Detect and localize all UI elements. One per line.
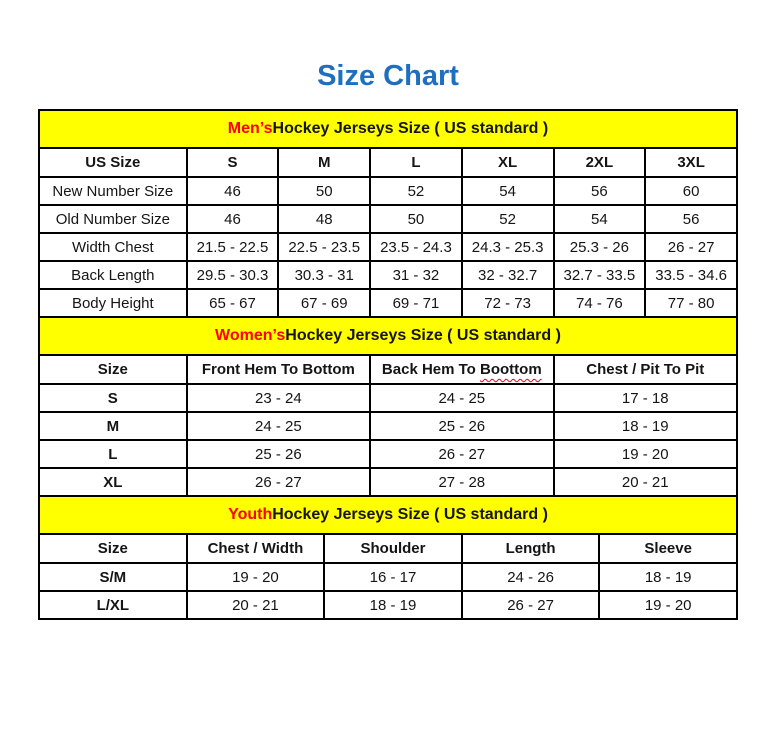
column-header: Size xyxy=(39,355,187,384)
column-header: XL xyxy=(462,148,554,177)
row-label: Body Height xyxy=(39,289,187,317)
womens-table-band xyxy=(38,316,738,356)
size-value-cell: 50 xyxy=(370,205,462,233)
column-header: 2XL xyxy=(554,148,646,177)
size-value-cell: 16 - 17 xyxy=(324,563,462,591)
column-header: Chest / Width xyxy=(187,534,325,563)
size-value-cell: 65 - 67 xyxy=(187,289,279,317)
size-value-cell: 26 - 27 xyxy=(645,233,737,261)
table-row xyxy=(39,563,737,591)
mens-size-table xyxy=(38,147,738,318)
size-value-cell: 24 - 26 xyxy=(462,563,600,591)
size-value-cell: 56 xyxy=(554,177,646,205)
size-value-cell: 27 - 28 xyxy=(370,468,553,496)
mens-band-text: Hockey Jerseys Size ( US standard ) xyxy=(272,120,549,137)
womens-band-text: Hockey Jerseys Size ( US standard ) xyxy=(285,327,561,344)
misspelled-word: Boottom xyxy=(480,361,542,378)
size-value-cell: 50 xyxy=(278,177,370,205)
column-header: Length xyxy=(462,534,600,563)
size-value-cell: 74 - 76 xyxy=(554,289,646,317)
row-label: L/XL xyxy=(39,591,187,619)
size-value-cell: 54 xyxy=(554,205,646,233)
table-row xyxy=(39,440,737,468)
table-row xyxy=(39,261,737,289)
size-value-cell: 25.3 - 26 xyxy=(554,233,646,261)
table-row xyxy=(39,289,737,317)
size-value-cell: 23.5 - 24.3 xyxy=(370,233,462,261)
size-value-cell: 69 - 71 xyxy=(370,289,462,317)
column-header: US Size xyxy=(39,148,187,177)
size-value-cell: 24 - 25 xyxy=(370,384,553,412)
size-value-cell: 18 - 19 xyxy=(324,591,462,619)
size-value-cell: 32 - 32.7 xyxy=(462,261,554,289)
size-value-cell: 19 - 20 xyxy=(187,563,325,591)
table-row xyxy=(39,412,737,440)
row-label: Old Number Size xyxy=(39,205,187,233)
column-header: Size xyxy=(39,534,187,563)
size-value-cell: 23 - 24 xyxy=(187,384,370,412)
size-value-cell: 52 xyxy=(370,177,462,205)
header-row xyxy=(39,148,737,177)
table-row xyxy=(39,233,737,261)
column-header: L xyxy=(370,148,462,177)
header-row xyxy=(39,355,737,384)
size-value-cell: 46 xyxy=(187,205,279,233)
row-label: S xyxy=(39,384,187,412)
size-value-cell: 77 - 80 xyxy=(645,289,737,317)
size-value-cell: 56 xyxy=(645,205,737,233)
youth-band-accent: Youth xyxy=(228,506,273,523)
size-value-cell: 52 xyxy=(462,205,554,233)
header-row xyxy=(39,534,737,563)
size-value-cell: 24.3 - 25.3 xyxy=(462,233,554,261)
row-label: New Number Size xyxy=(39,177,187,205)
size-value-cell: 25 - 26 xyxy=(187,440,370,468)
womens-size-section xyxy=(38,316,738,497)
column-header: Shoulder xyxy=(324,534,462,563)
column-header: M xyxy=(278,148,370,177)
column-header: Back Hem To Boottom xyxy=(370,355,553,384)
table-row xyxy=(39,205,737,233)
size-value-cell: 30.3 - 31 xyxy=(278,261,370,289)
size-chart-tables xyxy=(38,109,738,620)
table-row xyxy=(39,591,737,619)
page-title: Size Chart xyxy=(317,60,459,92)
mens-band-accent: Men’s xyxy=(227,120,273,137)
table-row xyxy=(39,384,737,412)
row-label: L xyxy=(39,440,187,468)
size-value-cell: 19 - 20 xyxy=(554,440,737,468)
size-value-cell: 67 - 69 xyxy=(278,289,370,317)
size-value-cell: 22.5 - 23.5 xyxy=(278,233,370,261)
womens-band-accent: Women’s xyxy=(215,327,286,344)
size-value-cell: 24 - 25 xyxy=(187,412,370,440)
row-label: M xyxy=(39,412,187,440)
size-value-cell: 33.5 - 34.6 xyxy=(645,261,737,289)
row-label: XL xyxy=(39,468,187,496)
column-header: Chest / Pit To Pit xyxy=(554,355,737,384)
row-label: S/M xyxy=(39,563,187,591)
size-value-cell: 26 - 27 xyxy=(187,468,370,496)
size-value-cell: 19 - 20 xyxy=(599,591,737,619)
size-value-cell: 72 - 73 xyxy=(462,289,554,317)
size-value-cell: 32.7 - 33.5 xyxy=(554,261,646,289)
size-value-cell: 54 xyxy=(462,177,554,205)
size-value-cell: 48 xyxy=(278,205,370,233)
table-row xyxy=(39,468,737,496)
size-value-cell: 26 - 27 xyxy=(370,440,553,468)
size-value-cell: 17 - 18 xyxy=(554,384,737,412)
size-value-cell: 18 - 19 xyxy=(554,412,737,440)
size-value-cell: 46 xyxy=(187,177,279,205)
youth-size-table xyxy=(38,533,738,620)
row-label: Width Chest xyxy=(39,233,187,261)
table-row xyxy=(39,177,737,205)
column-header: Sleeve xyxy=(599,534,737,563)
size-value-cell: 31 - 32 xyxy=(370,261,462,289)
size-value-cell: 25 - 26 xyxy=(370,412,553,440)
size-value-cell: 29.5 - 30.3 xyxy=(187,261,279,289)
youth-band-text: Hockey Jerseys Size ( US standard ) xyxy=(272,506,548,523)
size-chart-page xyxy=(0,60,776,620)
mens-table-band xyxy=(38,109,738,149)
size-value-cell: 20 - 21 xyxy=(554,468,737,496)
size-value-cell: 20 - 21 xyxy=(187,591,325,619)
size-value-cell: 18 - 19 xyxy=(599,563,737,591)
size-value-cell: 60 xyxy=(645,177,737,205)
column-header: 3XL xyxy=(645,148,737,177)
column-header: S xyxy=(187,148,279,177)
column-header: Front Hem To Bottom xyxy=(187,355,370,384)
size-value-cell: 21.5 - 22.5 xyxy=(187,233,279,261)
youth-size-section xyxy=(38,495,738,620)
mens-size-section xyxy=(38,109,738,318)
size-value-cell: 26 - 27 xyxy=(462,591,600,619)
womens-size-table xyxy=(38,354,738,497)
row-label: Back Length xyxy=(39,261,187,289)
youth-table-band xyxy=(38,495,738,535)
